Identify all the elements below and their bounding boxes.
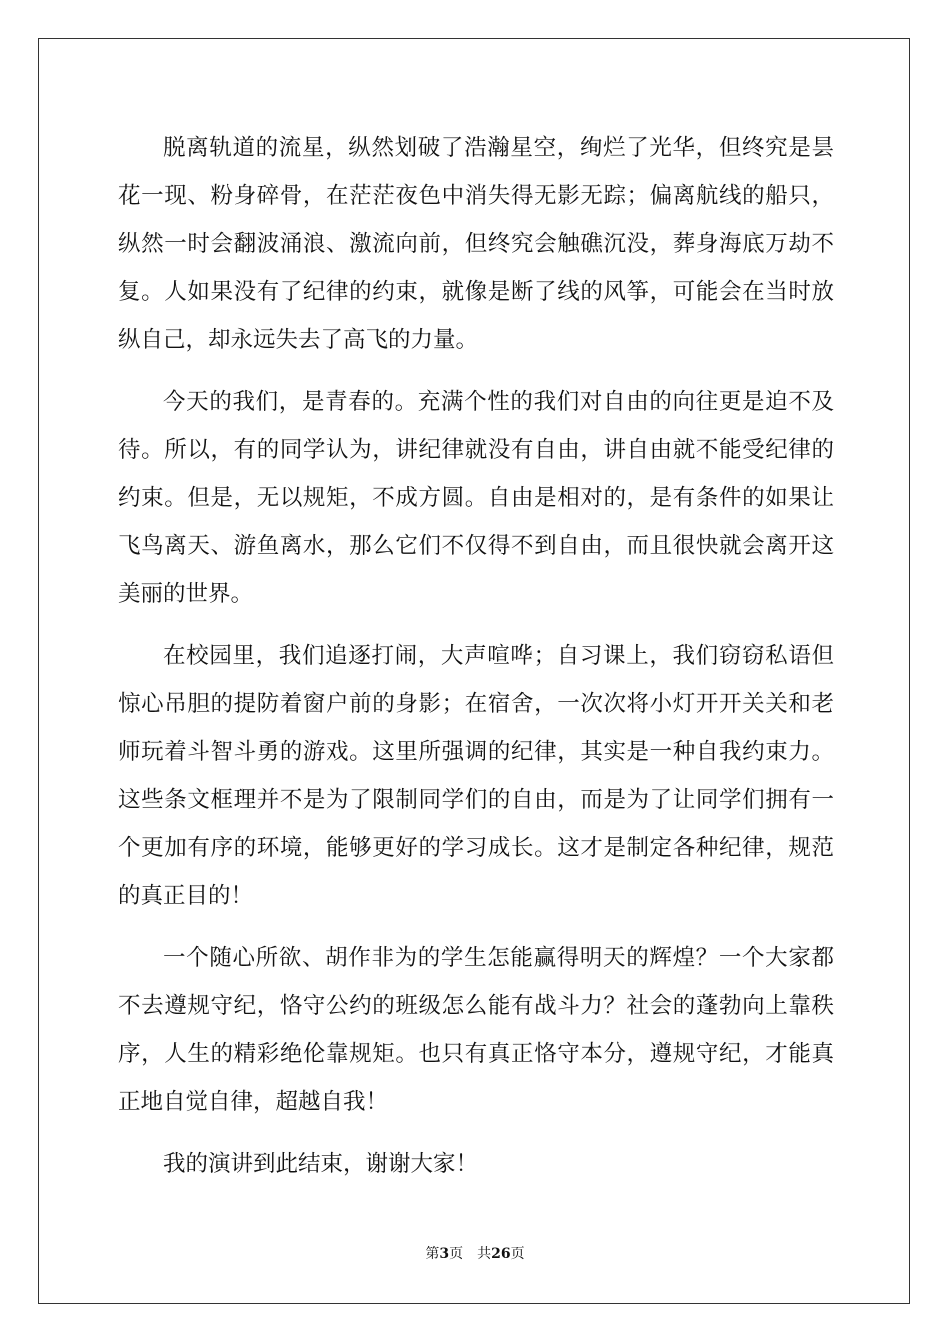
paragraph-1: 脱离轨道的流星，纵然划破了浩瀚星空，绚烂了光华，但终究是昙花一现、粉身碎骨，在茫茫夜色中消失得无影无踪；偏离航线的船只，纵然一时会翻波涌浪、激流向前，但终究会触礁沉没，葬身海底万劫不复。人如果没有了纪律的约束，就像是断了线的风筝，可能会在当时放纵自己，却永远失去了高飞的力量。 [118,135,834,353]
paragraph-2: 今天的我们，是青春的。充满个性的我们对自由的向往更是迫不及待。所以，有的同学认为，讲纪律就没有自由，讲自由就不能受纪律的约束。但是，无以规矩，不成方圆。自由是相对的，是有条件的如果让飞鸟离天、游鱼离水，那么它们不仅得不到自由，而且很快就会离开这美丽的世界。 [118,389,834,607]
page-footer [0,1243,950,1263]
page-number: 3 [439,1246,450,1262]
total-prefix: 共 [477,1246,492,1262]
page-suffix: 页 [449,1246,464,1262]
total-suffix: 页 [510,1246,525,1262]
document-body [118,124,834,1202]
page-prefix: 第 [425,1246,440,1262]
total-pages: 26 [491,1246,511,1262]
paragraph-3: 在校园里，我们追逐打闹，大声喧哗；自习课上，我们窃窃私语但惊心吊胆的提防着窗户前的身影；在宿舍，一次次将小灯开开关关和老师玩着斗智斗勇的游戏。这里所强调的纪律，其实是一种自我约束力。这些条文框理并不是为了限制同学们的自由，而是为了让同学们拥有一个更加有序的环境，能够更好的学习成长。这才是制定各种纪律，规范的真正目的！ [118,643,834,909]
paragraph-5: 我的演讲到此结束，谢谢大家！ [163,1151,479,1177]
paragraph-4: 一个随心所欲、胡作非为的学生怎能赢得明天的辉煌？一个大家都不去遵规守纪，恪守公约的班级怎么能有战斗力？社会的蓬勃向上靠秩序，人生的精彩绝伦靠规矩。也只有真正恪守本分，遵规守纪，才能真正地自觉自律，超越自我！ [118,945,834,1115]
